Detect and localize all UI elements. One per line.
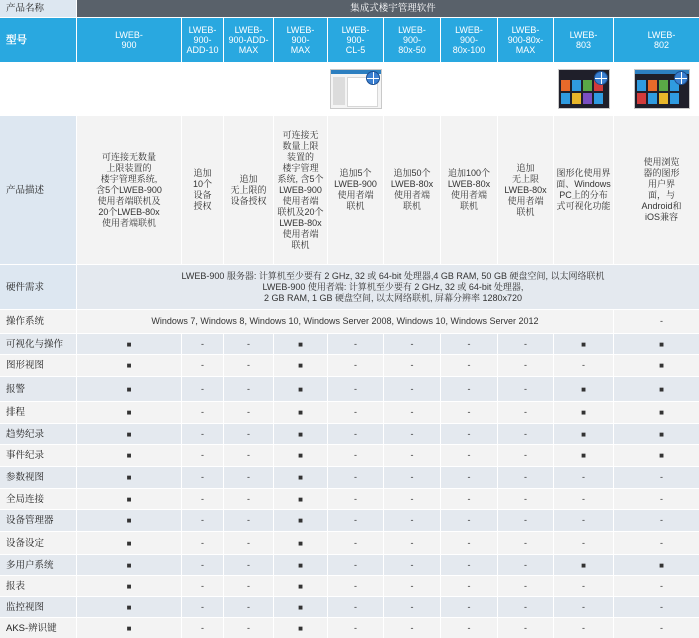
feature-value: ■	[554, 377, 613, 401]
feature-value: -	[328, 532, 383, 554]
feature-value: ■	[554, 424, 613, 444]
feature-value: -	[384, 489, 440, 509]
feature-value: -	[441, 334, 497, 354]
product-name-label: 产品名称	[0, 0, 76, 17]
model-lweb-900-max: LWEB- 900- MAX	[274, 18, 327, 62]
description-lweb-900-add-10: 追加 10个 设备 授权	[182, 116, 223, 264]
feature-value: -	[441, 424, 497, 444]
feature-value: ■	[77, 467, 181, 488]
feature-value: ■	[77, 489, 181, 509]
image-row-spacer	[0, 63, 327, 115]
feature-value: -	[384, 555, 440, 575]
feature-label: 可视化与操作	[0, 334, 76, 354]
feature-value: -	[554, 467, 613, 488]
feature-value: ■	[77, 424, 181, 444]
feature-value: ■	[614, 355, 699, 376]
feature-value: -	[441, 445, 497, 466]
feature-value: ■	[274, 355, 327, 376]
feature-value: -	[441, 355, 497, 376]
description-lweb-900-max: 可连接无 数量上限 装置的 楼宇管理 系统, 含5个 LWEB-900 使用者端 联机及20个 LWEB-80x 使用者端 联机	[274, 116, 327, 264]
feature-value: ■	[77, 334, 181, 354]
feature-value: ■	[77, 555, 181, 575]
feature-value: ■	[614, 445, 699, 466]
feature-value: -	[498, 445, 553, 466]
feature-value: -	[441, 597, 497, 617]
suite-title: 集成式楼宇管理软件	[77, 0, 699, 17]
feature-value: -	[384, 424, 440, 444]
os-lweb-802: -	[614, 310, 699, 333]
globe-icon	[366, 71, 380, 85]
feature-value: -	[182, 424, 223, 444]
feature-value: -	[328, 597, 383, 617]
model-lweb-803: LWEB- 803	[554, 18, 613, 62]
feature-value: ■	[274, 402, 327, 423]
desktop-screenshot-image	[330, 69, 382, 109]
feature-value: ■	[274, 467, 327, 488]
model-lweb-900-80x-50: LWEB- 900- 80x-50	[384, 18, 440, 62]
feature-value: -	[384, 445, 440, 466]
cl5-image-cell	[328, 63, 383, 115]
feature-value: -	[384, 618, 440, 638]
feature-value: ■	[274, 510, 327, 531]
feature-value: -	[384, 402, 440, 423]
feature-label: 全局连接	[0, 489, 76, 509]
feature-value: -	[614, 597, 699, 617]
feature-value: ■	[77, 510, 181, 531]
feature-value: ■	[614, 377, 699, 401]
feature-value: -	[224, 576, 273, 596]
feature-value: -	[384, 510, 440, 531]
feature-value: -	[224, 532, 273, 554]
feature-value: -	[498, 355, 553, 376]
model-lweb-900-add-10: LWEB- 900- ADD-10	[182, 18, 223, 62]
feature-value: ■	[77, 597, 181, 617]
tile-screenshot-image	[634, 69, 690, 109]
hardware-requirements: LWEB-900 服务器: 计算机至少要有 2 GHz, 32 或 64-bit 处理器,4 GB RAM, 50 GB 硬盘空间, 以太网络联机 LWEB-900 使用者端: 计算机至少要有 2 GHz, 32 或 64-bit 处理器, 2 GB RAM, 1 GB 硬盘空间, 以太网络联机, 屏幕分辨率 1280x720	[77, 265, 699, 309]
feature-value: -	[498, 334, 553, 354]
model-lweb-900-80x-max: LWEB- 900-80x- MAX	[498, 18, 553, 62]
feature-value: ■	[274, 555, 327, 575]
feature-value: -	[384, 355, 440, 376]
feature-value: ■	[77, 445, 181, 466]
feature-value: -	[182, 402, 223, 423]
model-lweb-900-80x-100: LWEB- 900- 80x-100	[441, 18, 497, 62]
feature-value: -	[554, 576, 613, 596]
feature-label: AKS-辨识键	[0, 618, 76, 638]
feature-value: -	[384, 467, 440, 488]
feature-value: ■	[274, 424, 327, 444]
feature-value: -	[498, 576, 553, 596]
feature-value: -	[441, 467, 497, 488]
feature-value: -	[328, 467, 383, 488]
feature-value: ■	[554, 402, 613, 423]
feature-value: -	[498, 510, 553, 531]
feature-value: -	[328, 618, 383, 638]
feature-value: -	[182, 334, 223, 354]
feature-value: ■	[554, 445, 613, 466]
model-lweb-900: LWEB- 900	[77, 18, 181, 62]
feature-value: -	[182, 467, 223, 488]
feature-value: -	[498, 489, 553, 509]
feature-value: -	[441, 532, 497, 554]
feature-value: ■	[77, 532, 181, 554]
feature-value: -	[554, 618, 613, 638]
feature-value: -	[441, 489, 497, 509]
description-lweb-900-80x-max: 追加 无上限 LWEB-80x 使用者端 联机	[498, 116, 553, 264]
feature-value: -	[498, 597, 553, 617]
lweb802-image-cell	[614, 63, 699, 115]
feature-value: -	[498, 424, 553, 444]
feature-value: -	[224, 402, 273, 423]
feature-value: -	[384, 532, 440, 554]
feature-label: 参数视图	[0, 467, 76, 488]
feature-value: -	[182, 510, 223, 531]
feature-label: 趋势纪录	[0, 424, 76, 444]
feature-value: ■	[77, 618, 181, 638]
feature-value: -	[554, 355, 613, 376]
feature-value: -	[614, 532, 699, 554]
feature-value: ■	[614, 402, 699, 423]
feature-value: -	[441, 402, 497, 423]
model-lweb-900-cl-5: LWEB- 900- CL-5	[328, 18, 383, 62]
feature-value: -	[182, 489, 223, 509]
model-lweb-900-add-max: LWEB- 900-ADD- MAX	[224, 18, 273, 62]
feature-label: 设备管理器	[0, 510, 76, 531]
description-lweb-900: 可连接无数量 上限装置的 楼宇管理系统, 含5个LWEB-900 使用者端联机及 20个LWEB-80x 使用者端联机	[77, 116, 181, 264]
description-label: 产品描述	[0, 116, 76, 264]
feature-value: -	[498, 555, 553, 575]
feature-value: -	[182, 576, 223, 596]
feature-value: -	[328, 334, 383, 354]
description-lweb-900-cl-5: 追加5个 LWEB-900 使用者端 联机	[328, 116, 383, 264]
feature-label: 事件纪录	[0, 445, 76, 466]
feature-value: ■	[554, 555, 613, 575]
feature-value: ■	[274, 597, 327, 617]
description-lweb-802: 使用浏览 器的图形 用户界 面，与 Android和 iOS兼容	[614, 116, 699, 264]
feature-value: -	[554, 597, 613, 617]
feature-value: -	[328, 555, 383, 575]
hardware-label: 硬件需求	[0, 265, 76, 309]
feature-value: -	[441, 510, 497, 531]
globe-icon	[594, 71, 608, 85]
feature-value: -	[554, 489, 613, 509]
feature-value: -	[328, 445, 383, 466]
feature-value: -	[182, 445, 223, 466]
feature-value: ■	[77, 355, 181, 376]
description-lweb-803: 图形化使用界 面、Windows PC上的分布 式可视化功能	[554, 116, 613, 264]
feature-value: -	[498, 377, 553, 401]
feature-value: -	[182, 618, 223, 638]
description-lweb-900-add-max: 追加 无上限的 设备授权	[224, 116, 273, 264]
feature-value: ■	[614, 555, 699, 575]
feature-label: 图形视图	[0, 355, 76, 376]
feature-value: ■	[614, 334, 699, 354]
feature-value: -	[328, 402, 383, 423]
feature-value: -	[182, 555, 223, 575]
feature-value: ■	[274, 489, 327, 509]
feature-value: -	[441, 576, 497, 596]
feature-value: -	[224, 334, 273, 354]
feature-value: ■	[274, 576, 327, 596]
globe-icon	[674, 71, 688, 85]
feature-value: -	[614, 618, 699, 638]
feature-value: ■	[614, 424, 699, 444]
feature-value: -	[224, 445, 273, 466]
model-lweb-802: LWEB- 802	[614, 18, 699, 62]
feature-value: -	[182, 597, 223, 617]
feature-value: ■	[274, 334, 327, 354]
description-lweb-900-80x-100: 追加100个 LWEB-80x 使用者端 联机	[441, 116, 497, 264]
feature-value: ■	[77, 377, 181, 401]
feature-label: 报表	[0, 576, 76, 596]
feature-label: 监控视图	[0, 597, 76, 617]
feature-value: -	[224, 597, 273, 617]
feature-value: -	[441, 377, 497, 401]
feature-value: -	[554, 532, 613, 554]
feature-value: -	[224, 355, 273, 376]
feature-value: ■	[274, 445, 327, 466]
feature-value: -	[498, 532, 553, 554]
feature-label: 多用户系统	[0, 555, 76, 575]
feature-value: -	[614, 489, 699, 509]
feature-value: -	[384, 597, 440, 617]
feature-value: ■	[77, 576, 181, 596]
feature-value: -	[384, 377, 440, 401]
feature-value: -	[224, 377, 273, 401]
tile-screenshot-image	[558, 69, 610, 109]
feature-value: ■	[554, 334, 613, 354]
feature-value: -	[224, 467, 273, 488]
os-label: 操作系统	[0, 310, 76, 333]
feature-value: -	[224, 510, 273, 531]
feature-label: 报警	[0, 377, 76, 401]
feature-value: -	[182, 355, 223, 376]
feature-value: -	[498, 402, 553, 423]
feature-value: -	[441, 618, 497, 638]
os-list: Windows 7, Windows 8, Windows 10, Windows Server 2008, Windows 10, Windows Server 2012	[77, 310, 613, 333]
feature-value: -	[328, 424, 383, 444]
image-row-spacer-2	[384, 63, 553, 115]
feature-value: -	[554, 510, 613, 531]
feature-value: -	[328, 510, 383, 531]
feature-value: ■	[274, 377, 327, 401]
feature-value: -	[614, 576, 699, 596]
feature-value: -	[224, 424, 273, 444]
model-label: 型号	[0, 18, 76, 62]
feature-value: -	[182, 532, 223, 554]
feature-value: -	[328, 576, 383, 596]
feature-value: -	[441, 555, 497, 575]
feature-value: -	[498, 467, 553, 488]
feature-value: ■	[274, 618, 327, 638]
feature-value: -	[614, 510, 699, 531]
feature-value: -	[182, 377, 223, 401]
feature-label: 设备设定	[0, 532, 76, 554]
feature-value: -	[224, 618, 273, 638]
feature-value: -	[498, 618, 553, 638]
feature-value: -	[328, 355, 383, 376]
feature-value: -	[224, 555, 273, 575]
feature-value: -	[384, 576, 440, 596]
feature-value: -	[614, 467, 699, 488]
feature-value: -	[224, 489, 273, 509]
feature-value: -	[328, 377, 383, 401]
feature-value: ■	[77, 402, 181, 423]
description-lweb-900-80x-50: 追加50个 LWEB-80x 使用者端 联机	[384, 116, 440, 264]
feature-value: -	[328, 489, 383, 509]
feature-value: -	[384, 334, 440, 354]
feature-label: 排程	[0, 402, 76, 423]
lweb803-image-cell	[554, 63, 613, 115]
feature-value: ■	[274, 532, 327, 554]
